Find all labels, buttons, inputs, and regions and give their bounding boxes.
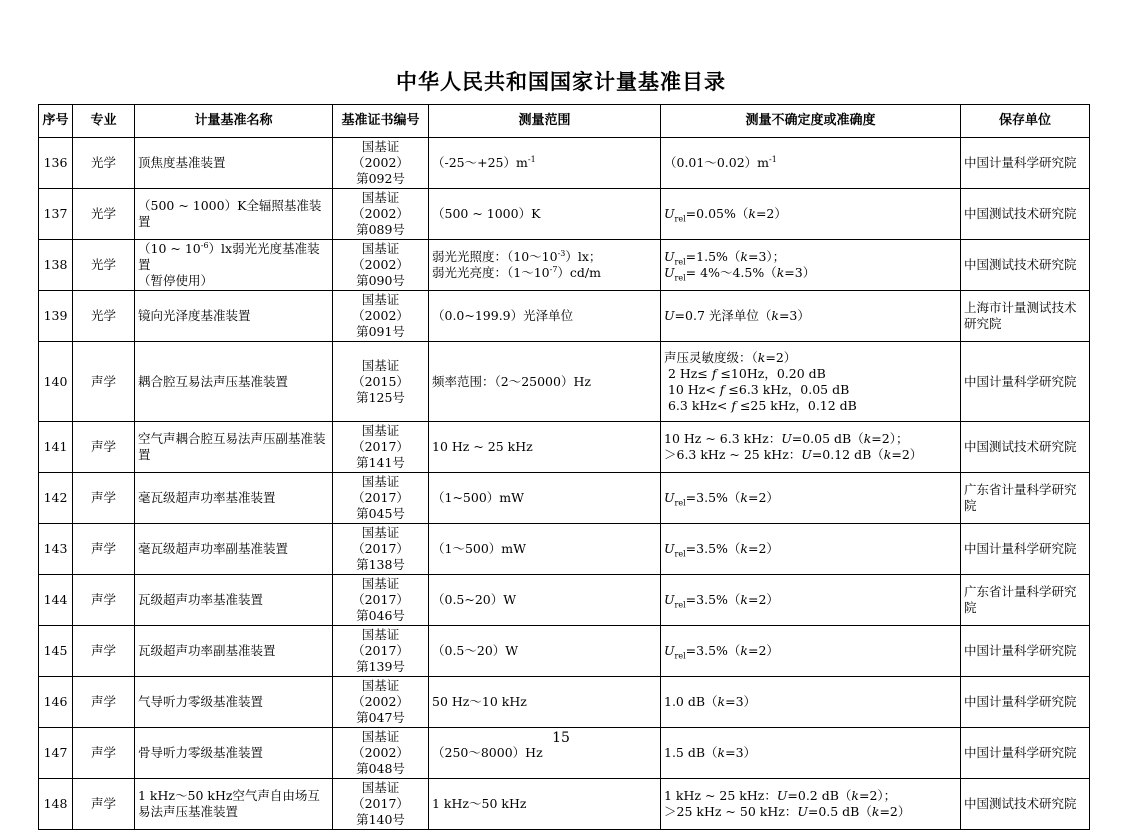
cell-range: 10 Hz ~ 25 kHz	[429, 422, 661, 473]
cell-name: 顶焦度基准装置	[135, 138, 333, 189]
cell-field: 光学	[73, 240, 135, 291]
table-row	[39, 422, 1090, 473]
cell-field: 声学	[73, 524, 135, 575]
cell-no: 140	[39, 342, 73, 422]
cell-cert: 国基证（2017） 第045号	[333, 473, 429, 524]
table-header-row	[39, 105, 1090, 138]
cell-range: 弱光光照度：$(10\sim 10^{-3})lx$； 弱光光亮度：$(1\sim 10^{-7})cd/m$	[429, 240, 661, 291]
header-unit: 保存单位	[961, 105, 1090, 138]
cell-unit: 中国计量科学研究院	[961, 626, 1090, 677]
header-range: 测量范围	[429, 105, 661, 138]
cell-no: 139	[39, 291, 73, 342]
cell-name: 耦合腔互易法声压基准装置	[135, 342, 333, 422]
cell-no: 136	[39, 138, 73, 189]
cell-uncertainty: $U_{rel}=3.5\%(k=2)$	[661, 626, 961, 677]
cell-unit: 中国测试技术研究院	[961, 240, 1090, 291]
header-cert: 基准证书编号	[333, 105, 429, 138]
cell-uncertainty: U=0.7 光泽单位（k=3）	[661, 291, 961, 342]
cell-field: 声学	[73, 779, 135, 830]
cell-cert: 国基证（2002） 第091号	[333, 291, 429, 342]
cell-uncertainty: $U_{rel}=3.5\%(k=2)$	[661, 473, 961, 524]
cell-no: 138	[39, 240, 73, 291]
cell-range: $(-25\sim+25)m^{-1}$	[429, 138, 661, 189]
metrology-standards-table	[38, 104, 1090, 830]
cell-field: 声学	[73, 728, 135, 779]
cell-name: 气导听力零级基准装置	[135, 677, 333, 728]
cell-uncertainty: 声压灵敏度级：（k=2） 2 Hz≤ f ≤10Hz，0.20 dB 10 Hz< f ≤6.3 kHz，0.05 dB 6.3 kHz< f ≤25 kHz，0.12 dB	[661, 342, 961, 422]
cell-uncertainty: $U_{rel}=0.05\%(k=2)$	[661, 189, 961, 240]
cell-field: 光学	[73, 291, 135, 342]
cell-unit: 中国计量科学研究院	[961, 524, 1090, 575]
table-row	[39, 342, 1090, 422]
cell-field: 光学	[73, 189, 135, 240]
cell-unit: 中国测试技术研究院	[961, 422, 1090, 473]
header-no: 序号	[39, 105, 73, 138]
cell-range: 1 kHz～50 kHz	[429, 779, 661, 830]
cell-range: （250～8000）Hz	[429, 728, 661, 779]
cell-cert: 国基证（2002） 第048号	[333, 728, 429, 779]
cell-unit: 中国测试技术研究院	[961, 779, 1090, 830]
cell-uncertainty: $U_{rel}=1.5\%(k=3)$； $U_{rel}=$ 4%～4.5%（k=3）	[661, 240, 961, 291]
cell-range: （0.0~199.9）光泽单位	[429, 291, 661, 342]
cell-cert: 国基证（2015） 第125号	[333, 342, 429, 422]
cell-no: 144	[39, 575, 73, 626]
cell-no: 145	[39, 626, 73, 677]
cell-unit: 上海市计量测试技术研究院	[961, 291, 1090, 342]
cell-cert: 国基证（2017） 第141号	[333, 422, 429, 473]
cell-unit: 中国测试技术研究院	[961, 189, 1090, 240]
cell-cert: 国基证（2017） 第139号	[333, 626, 429, 677]
cell-cert: 国基证（2017） 第140号	[333, 779, 429, 830]
cell-name: 瓦级超声功率副基准装置	[135, 626, 333, 677]
page-number: 15	[552, 730, 570, 746]
cell-uncertainty: $U_{rel}=3.5\%(k=2)$	[661, 524, 961, 575]
cell-uncertainty: $U_{rel}=3.5\%(k=2)$	[661, 575, 961, 626]
cell-uncertainty: $(0.01\sim 0.02)m^{-1}$	[661, 138, 961, 189]
cell-name: （10 ~ $10^{-6})lx$弱光光度基准装置 （暂停使用）	[135, 240, 333, 291]
cell-cert: 国基证（2002） 第090号	[333, 240, 429, 291]
header-name: 计量基准名称	[135, 105, 333, 138]
header-field: 专业	[73, 105, 135, 138]
page-title: 中华人民共和国国家计量基准目录	[396, 70, 726, 94]
cell-range: （1~500）mW	[429, 473, 661, 524]
table-row	[39, 779, 1090, 830]
table-row	[39, 240, 1090, 291]
cell-name: 毫瓦级超声功率副基准装置	[135, 524, 333, 575]
cell-uncertainty: 10 Hz ~ 6.3 kHz：U=0.05 dB（k=2）； ＞6.3 kHz ~ 25 kHz：U=0.12 dB（k=2）	[661, 422, 961, 473]
cell-uncertainty: 1.0 dB（k=3）	[661, 677, 961, 728]
cell-name: 空气声耦合腔互易法声压副基准装置	[135, 422, 333, 473]
cell-cert: 国基证（2002） 第092号	[333, 138, 429, 189]
cell-field: 声学	[73, 677, 135, 728]
cell-field: 声学	[73, 422, 135, 473]
cell-field: 声学	[73, 575, 135, 626]
cell-field: 声学	[73, 342, 135, 422]
table-row	[39, 677, 1090, 728]
cell-name: （500 ~ 1000）K全辐照基准装置	[135, 189, 333, 240]
cell-no: 137	[39, 189, 73, 240]
table-row	[39, 626, 1090, 677]
cell-unit: 中国计量科学研究院	[961, 728, 1090, 779]
cell-range: 频率范围：（2～25000）Hz	[429, 342, 661, 422]
cell-cert: 国基证（2017） 第046号	[333, 575, 429, 626]
cell-range: （1～500）mW	[429, 524, 661, 575]
table-row	[39, 524, 1090, 575]
cell-range: （500 ~ 1000）K	[429, 189, 661, 240]
cell-name: 毫瓦级超声功率基准装置	[135, 473, 333, 524]
cell-no: 143	[39, 524, 73, 575]
cell-name: 镜向光泽度基准装置	[135, 291, 333, 342]
cell-no: 146	[39, 677, 73, 728]
cell-unit: 广东省计量科学研究院	[961, 575, 1090, 626]
cell-range: 50 Hz～10 kHz	[429, 677, 661, 728]
cell-field: 声学	[73, 626, 135, 677]
cell-unit: 中国计量科学研究院	[961, 138, 1090, 189]
cell-no: 147	[39, 728, 73, 779]
cell-no: 142	[39, 473, 73, 524]
cell-field: 声学	[73, 473, 135, 524]
cell-cert: 国基证（2002） 第089号	[333, 189, 429, 240]
cell-range: （0.5～20）W	[429, 626, 661, 677]
cell-range: （0.5~20）W	[429, 575, 661, 626]
cell-no: 148	[39, 779, 73, 830]
cell-no: 141	[39, 422, 73, 473]
cell-field: 光学	[73, 138, 135, 189]
cell-cert: 国基证（2002） 第047号	[333, 677, 429, 728]
cell-name: 瓦级超声功率基准装置	[135, 575, 333, 626]
cell-name: 骨导听力零级基准装置	[135, 728, 333, 779]
cell-cert: 国基证（2017） 第138号	[333, 524, 429, 575]
cell-name: 1 kHz～50 kHz空气声自由场互易法声压基准装置	[135, 779, 333, 830]
cell-unit: 广东省计量科学研究院	[961, 473, 1090, 524]
table-row	[39, 291, 1090, 342]
cell-unit: 中国计量科学研究院	[961, 677, 1090, 728]
table-row	[39, 473, 1090, 524]
table-row	[39, 189, 1090, 240]
table-row	[39, 138, 1090, 189]
cell-uncertainty: 1.5 dB（k=3）	[661, 728, 961, 779]
table-row	[39, 575, 1090, 626]
header-uncertainty: 测量不确定度或准确度	[661, 105, 961, 138]
cell-uncertainty: 1 kHz ~ 25 kHz：U=0.2 dB（k=2）； ＞25 kHz ~ 50 kHz：U=0.5 dB（k=2）	[661, 779, 961, 830]
cell-unit: 中国计量科学研究院	[961, 342, 1090, 422]
